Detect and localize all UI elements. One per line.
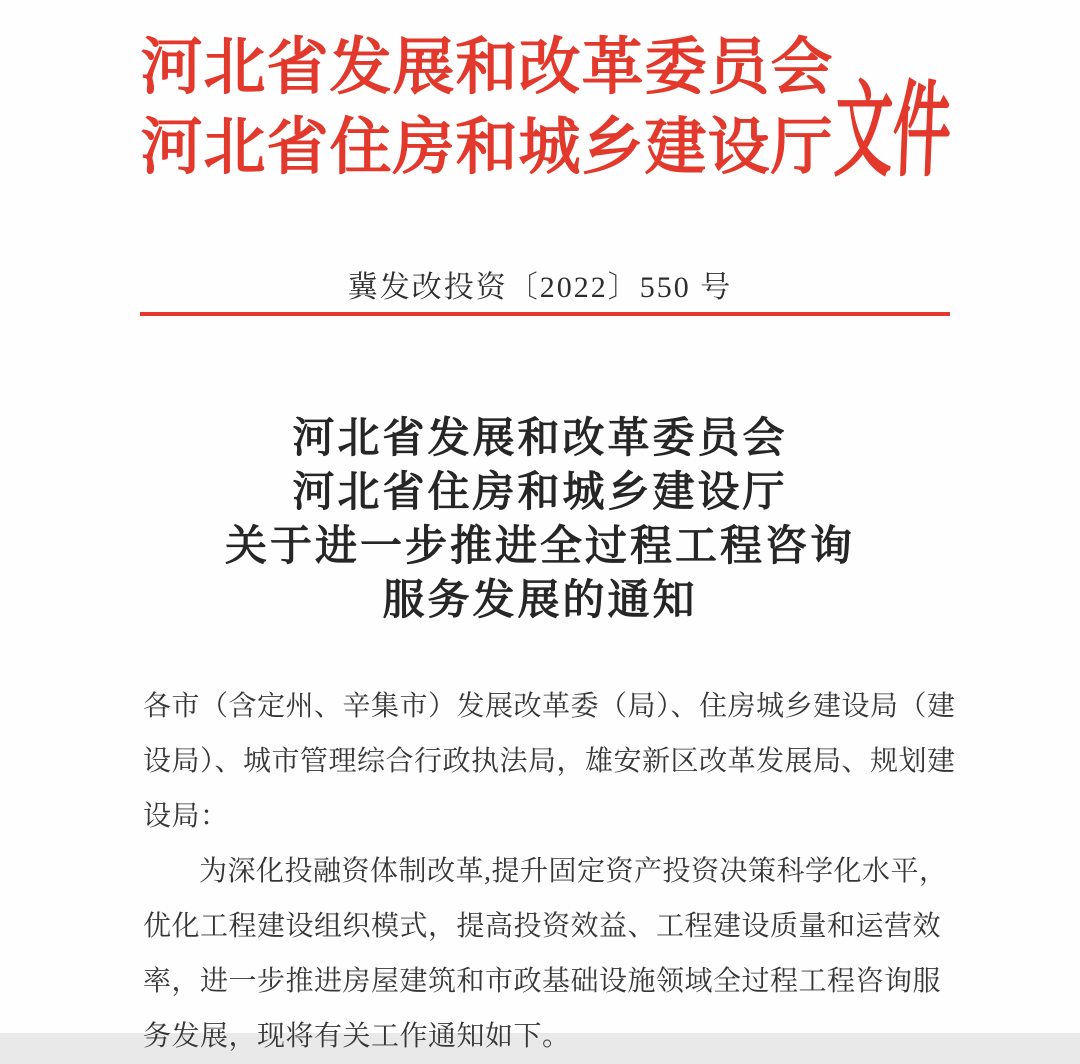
letterhead-agency-1: 河北省发展和改革委员会: [140, 34, 834, 102]
paragraph-line: 优化工程建设组织模式，提高投资效益、工程建设质量和运营效: [143, 911, 942, 942]
paragraph-line: 为深化投融资体制改革,提升固定资产投资决策科学化水平，: [199, 856, 948, 887]
paragraph-line: 务发展，现将有关工作通知如下。: [143, 1021, 571, 1052]
letterhead: [128, 28, 846, 188]
title-line-4: 服务发展的通知: [382, 578, 698, 624]
red-separator-rule: [140, 312, 950, 316]
title-line-2: 河北省住房和城乡建设厅: [292, 470, 788, 516]
salutation-line: 设局：: [143, 801, 229, 832]
salutation-line: 设局）、城市管理综合行政执法局，雄安新区改革发展局、规划建: [143, 746, 956, 777]
document-title: [0, 412, 1080, 628]
title-line-1: 河北省发展和改革委员会: [292, 416, 788, 462]
title-line-3: 关于进一步推进全过程工程咨询: [224, 524, 855, 570]
letterhead-agency-2: 河北省住房和城乡建设厅: [140, 114, 834, 182]
reference-number: 冀发改投资〔2022〕550 号: [347, 271, 733, 304]
document-body: [143, 679, 961, 1064]
salutation-line: 各市（含定州、辛集市）发展改革委（局）、住房城乡建设局（建: [143, 691, 956, 722]
paragraph-line: 率，进一步推进房屋建筑和市政基础设施领域全过程工程咨询服: [143, 966, 942, 997]
letterhead-doc-type-label: 文件: [832, 73, 953, 190]
